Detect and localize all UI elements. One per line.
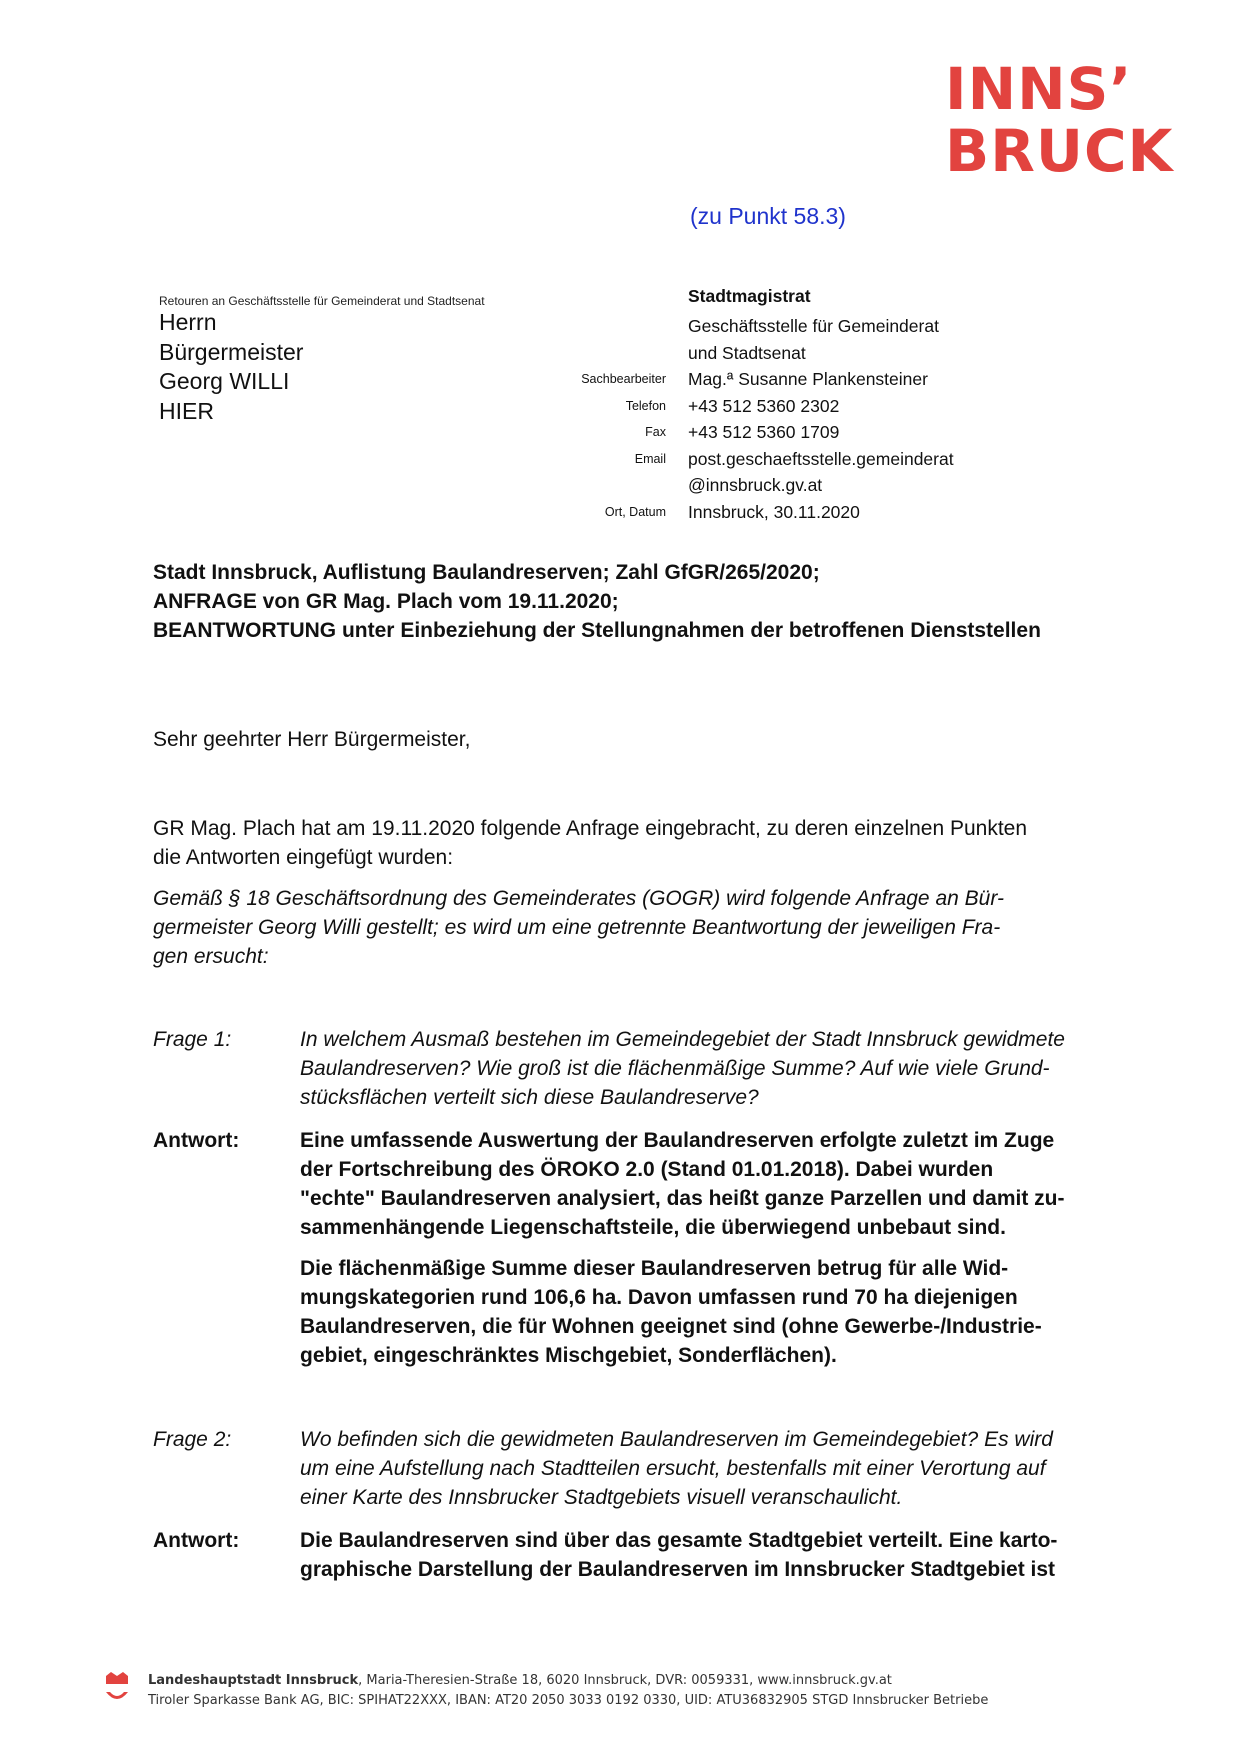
question-1-text (300, 1025, 1140, 1112)
answer-1-line: Baulandreserven, die für Wohnen geeignet sind (ohne Gewerbe-/Industrie- (300, 1315, 1042, 1338)
answer-2-text (300, 1526, 1140, 1584)
salutation: Sehr geehrter Herr Bürgermeister, (153, 728, 471, 751)
quote-line-1: Gemäß § 18 Geschäftsordnung des Gemeinderates (GOGR) wird folgende Anfrage an Bür- (153, 887, 1004, 910)
question-2-line: um eine Aufstellung nach Stadtteilen ersucht, bestenfalls mit einer Verortung auf (300, 1457, 1046, 1480)
answer-1-paragraph-1 (300, 1126, 1140, 1242)
answer-1-line: sammenhängende Liegenschaftsteile, die überwiegend unbebaut sind. (300, 1216, 1006, 1239)
office-email-2[interactable]: @innsbruck.gv.at (688, 475, 823, 495)
intro-line-2: die Antworten eingefügt wurden: (153, 846, 454, 869)
recipient-line: Georg WILLI (159, 368, 290, 394)
office-heading: Stadtmagistrat (688, 286, 811, 306)
answer-1-line: Eine umfassende Auswertung der Baulandreserven erfolgte zuletzt im Zuge (300, 1129, 1055, 1152)
office-details (688, 313, 954, 525)
question-2-line: Wo befinden sich die gewidmeten Baulandreserven im Gemeindegebiet? Es wird (300, 1428, 1053, 1451)
question-1-line: stücksflächen verteilt sich diese Baulandreserve? (300, 1086, 759, 1109)
logo-line-1: INNS’ (945, 55, 1133, 123)
question-1-line: In welchem Ausmaß bestehen im Gemeindegebiet der Stadt Innsbruck gewidmete (300, 1028, 1065, 1051)
clerk-label: Sachbearbeiter (581, 372, 666, 386)
footer-address: , Maria-Theresien-Straße 18, 6020 Innsbruck, DVR: 0059331, www.innsbruck.gv.at (358, 1673, 892, 1688)
footer-city-name: Landeshauptstadt Innsbruck (148, 1673, 359, 1688)
intro-paragraph (153, 814, 1133, 872)
intro-line-1: GR Mag. Plach hat am 19.11.2020 folgende Anfrage eingebracht, zu deren einzelnen Punkten (153, 817, 1028, 840)
answer-1-line: mungskategorien rund 106,6 ha. Davon umfassen rund 70 ha diejenigen (300, 1286, 1018, 1309)
answer-1-line: Die flächenmäßige Summe dieser Baulandreserven betrug für alle Wid- (300, 1257, 1009, 1280)
footer-line-2: Tiroler Sparkasse Bank AG, BIC: SPIHAT22XXX, IBAN: AT20 2050 3033 0192 0330, UID: ATU36832905 STGD Innsbrucker Betriebe (148, 1693, 989, 1708)
quote-line-2: germeister Georg Willi gestellt; es wird um eine getrennte Beantwortung der jeweiligen Fra- (153, 916, 1001, 939)
subject (153, 558, 1041, 645)
subject-line-1: Stadt Innsbruck, Auflistung Baulandreserven; Zahl GfGR/265/2020; (153, 561, 820, 584)
subject-line-3: BEANTWORTUNG unter Einbeziehung der Stellungnahmen der betroffenen Dienststellen (153, 619, 1041, 642)
question-2-text (300, 1425, 1140, 1512)
answer-2-line: graphische Darstellung der Baulandreserven im Innsbrucker Stadtgebiet ist (300, 1558, 1056, 1581)
email-label: Email (634, 452, 666, 466)
footer-line-1 (148, 1671, 988, 1691)
question-1-line: Baulandreserven? Wie groß ist die flächenmäßige Summe? Auf wie viele Grund- (300, 1057, 1050, 1080)
office-date: Innsbruck, 30.11.2020 (688, 501, 860, 522)
inquiry-quote (153, 884, 1133, 971)
footer (148, 1671, 988, 1711)
date-label: Ort, Datum (604, 505, 666, 519)
recipient-line: HIER (159, 397, 214, 424)
office-dept-2: und Stadtsenat (688, 342, 806, 363)
agenda-reference: (zu Punkt 58.3) (690, 203, 846, 229)
city-logo (945, 55, 1195, 185)
question-2-label: Frage 2: (153, 1428, 232, 1451)
city-emblem-icon (104, 1672, 130, 1708)
office-fax: +43 512 5360 1709 (688, 422, 840, 442)
answer-2-line: Die Baulandreserven sind über das gesamte Stadtgebiet verteilt. Eine karto- (300, 1529, 1058, 1552)
subject-line-2: ANFRAGE von GR Mag. Plach vom 19.11.2020; (153, 590, 619, 613)
office-dept-1: Geschäftsstelle für Gemeinderat (688, 316, 939, 336)
office-clerk: Mag.ª Susanne Plankensteiner (688, 369, 928, 389)
office-phone: +43 512 5360 2302 (688, 395, 840, 416)
answer-1-paragraph-2 (300, 1254, 1140, 1370)
recipient-address (159, 308, 303, 426)
recipient-line: Herrn (159, 309, 217, 335)
answer-1-line: gebiet, eingeschränktes Mischgebiet, Sonderflächen). (300, 1344, 837, 1367)
office-email-1[interactable]: post.geschaeftsstelle.gemeinderat (688, 448, 954, 469)
answer-1-line: "echte" Baulandreserven analysiert, das heißt ganze Parzellen und damit zu- (300, 1187, 1065, 1210)
question-1-label: Frage 1: (153, 1028, 232, 1051)
phone-label: Telefon (625, 399, 666, 413)
fax-label: Fax (645, 425, 666, 439)
returns-note: Retouren an Geschäftsstelle für Gemeinderat und Stadtsenat (159, 294, 485, 308)
recipient-line: Bürgermeister (159, 338, 304, 365)
question-2-line: einer Karte des Innsbrucker Stadtgebiets visuell veranschaulicht. (300, 1486, 903, 1509)
quote-line-3: gen ersucht: (153, 945, 269, 968)
logo-line-2: BRUCK (945, 117, 1174, 185)
answer-1-label: Antwort: (153, 1129, 240, 1152)
answer-2-label: Antwort: (153, 1529, 240, 1552)
answer-1-line: der Fortschreibung des ÖROKO 2.0 (Stand 01.01.2018). Dabei wurden (300, 1158, 994, 1181)
